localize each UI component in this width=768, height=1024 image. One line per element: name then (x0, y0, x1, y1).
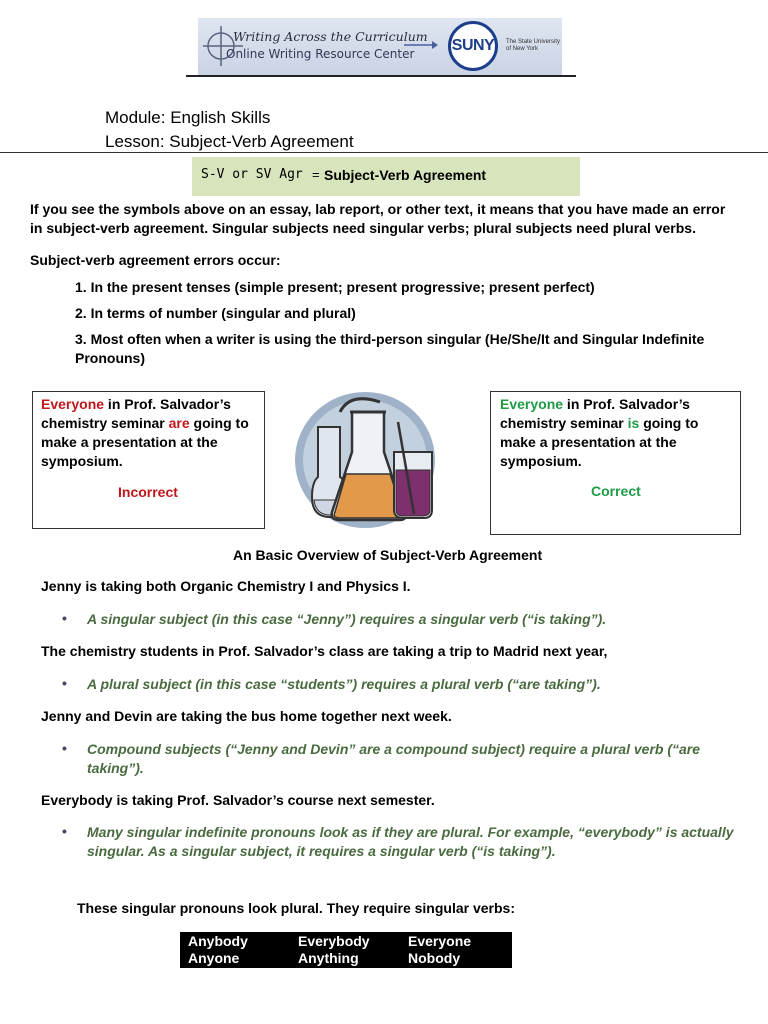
chemistry-flasks-icon (290, 382, 440, 532)
incorrect-label: Incorrect (118, 484, 178, 500)
pronoun-cell: Anyone (188, 950, 240, 966)
suny-subtitle: The State University of New York (506, 39, 561, 52)
example-text: in Prof. Salvador’s chemistry seminar (500, 396, 690, 431)
example-text: going to make a presentation at the symposium. (500, 415, 699, 469)
pronoun-cell: Nobody (408, 950, 461, 966)
symbol-meaning: Subject-Verb Agreement (324, 167, 487, 183)
pronouns-heading: These singular pronouns look plural. They require singular verbs: (77, 900, 515, 916)
example-sentence: Jenny is taking both Organic Chemistry I and Physics I. (41, 578, 411, 594)
incorrect-example-text (41, 395, 261, 471)
errors-list-item: 1. In the present tenses (simple present; present progressive; present perfect) (75, 279, 595, 295)
banner-subtitle: Online Writing Resource Center (226, 47, 415, 61)
module-title: Module: English Skills (105, 108, 271, 127)
pronouns-table (180, 932, 512, 968)
banner-arrow-icon (404, 40, 438, 50)
pronoun-cell: Anything (298, 950, 359, 966)
example-verb: are (168, 415, 190, 431)
example-text: in Prof. Salvador’s chemistry seminar (41, 396, 231, 431)
errors-list-item: 2. In terms of number (singular and plural) (75, 305, 356, 321)
example-verb: is (627, 415, 640, 431)
suny-logo: SUNY (448, 21, 498, 71)
overview-title: An Basic Overview of Subject-Verb Agreement (233, 547, 543, 563)
errors-heading: Subject-verb agreement errors occur: (30, 252, 281, 268)
example-subject: Everyone (41, 396, 105, 412)
symbol-code: S-V or SV Agr (201, 167, 303, 182)
correct-label: Correct (591, 483, 641, 499)
errors-list-item: 3. Most often when a writer is using the third-person singular (He/She/It and Singular Indefinite Pronouns) (75, 331, 705, 366)
correct-example-text (500, 395, 735, 471)
example-sentence: Everybody is taking Prof. Salvador’s course next semester. (41, 792, 435, 808)
example-subject: Everyone (500, 396, 564, 412)
banner-divider (186, 75, 576, 77)
example-sentence: Jenny and Devin are taking the bus home together next week. (41, 708, 452, 724)
pronoun-cell: Everybody (298, 933, 370, 949)
example-note: A singular subject (in this case “Jenny”) requires a singular verb (“is taking”). (87, 611, 607, 627)
bullet-icon: • (62, 675, 67, 691)
lesson-title: Lesson: Subject-Verb Agreement (105, 132, 354, 151)
bullet-icon: • (62, 823, 67, 839)
example-note: Many singular indefinite pronouns look as if they are plural. For example, “everybody” is actually singular. As a singular subject, it requires a singular verb (“is taking”). (87, 824, 734, 859)
example-sentence: The chemistry students in Prof. Salvador’s class are taking a trip to Madrid next year, (41, 643, 608, 659)
intro-paragraph: If you see the symbols above on an essay, lab report, or other text, it means that you have made an error in subject-verb agreement. Singular subjects need singular verbs; plural subjects need plural verbs. (30, 201, 726, 236)
bullet-icon: • (62, 610, 67, 626)
example-note: A plural subject (in this case “students”) requires a plural verb (“are taking”). (87, 676, 601, 692)
pronoun-cell: Anybody (188, 933, 248, 949)
example-note: Compound subjects (“Jenny and Devin” are a compound subject) require a plural verb (“are taking”). (87, 741, 701, 776)
banner-title: Writing Across the Curriculum (233, 29, 428, 44)
symbol-equals: = (312, 167, 320, 182)
example-text: going to make a presentation at the symposium. (41, 415, 249, 469)
lesson-divider (0, 152, 768, 153)
pronoun-cell: Everyone (408, 933, 472, 949)
bullet-icon: • (62, 740, 67, 756)
